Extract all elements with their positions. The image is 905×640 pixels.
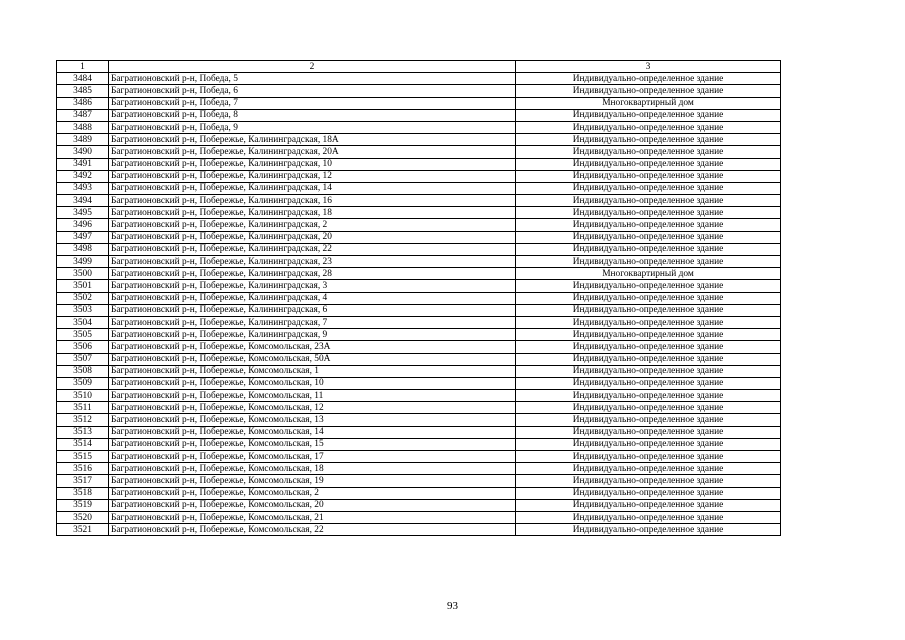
row-address: Багратионовский р-н, Побережье, Комсомольская, 19 xyxy=(109,475,516,487)
row-number: 3507 xyxy=(57,353,109,365)
table-row xyxy=(57,146,781,158)
row-number: 3502 xyxy=(57,292,109,304)
table-row xyxy=(57,341,781,353)
row-number: 3504 xyxy=(57,316,109,328)
row-object-type: Индивидуально-определенное здание xyxy=(516,109,781,121)
row-number: 3521 xyxy=(57,524,109,536)
row-number: 3486 xyxy=(57,97,109,109)
table-row xyxy=(57,475,781,487)
row-object-type: Индивидуально-определенное здание xyxy=(516,451,781,463)
table-row xyxy=(57,499,781,511)
row-address: Багратионовский р-н, Побережье, Калининградская, 18 xyxy=(109,207,516,219)
row-number: 3508 xyxy=(57,365,109,377)
table-row xyxy=(57,121,781,133)
row-object-type: Индивидуально-определенное здание xyxy=(516,170,781,182)
row-object-type: Индивидуально-определенное здание xyxy=(516,377,781,389)
row-number: 3513 xyxy=(57,426,109,438)
table-row xyxy=(57,414,781,426)
row-address: Багратионовский р-н, Побережье, Комсомольская, 1 xyxy=(109,365,516,377)
table-row xyxy=(57,73,781,85)
column-header-1: 1 xyxy=(57,61,109,73)
row-number: 3520 xyxy=(57,511,109,523)
row-number: 3501 xyxy=(57,280,109,292)
table-row xyxy=(57,426,781,438)
row-object-type: Индивидуально-определенное здание xyxy=(516,341,781,353)
row-object-type: Индивидуально-определенное здание xyxy=(516,414,781,426)
row-object-type: Индивидуально-определенное здание xyxy=(516,134,781,146)
row-address: Багратионовский р-н, Победа, 7 xyxy=(109,97,516,109)
row-number: 3505 xyxy=(57,329,109,341)
row-address: Багратионовский р-н, Побережье, Комсомольская, 23А xyxy=(109,341,516,353)
row-address: Багратионовский р-н, Побережье, Калининградская, 23 xyxy=(109,256,516,268)
table-row xyxy=(57,134,781,146)
row-object-type: Индивидуально-определенное здание xyxy=(516,121,781,133)
table-row xyxy=(57,182,781,194)
row-object-type: Индивидуально-определенное здание xyxy=(516,280,781,292)
row-address: Багратионовский р-н, Побережье, Калининградская, 18А xyxy=(109,134,516,146)
table-row xyxy=(57,402,781,414)
row-object-type: Индивидуально-определенное здание xyxy=(516,219,781,231)
row-number: 3484 xyxy=(57,73,109,85)
table-row xyxy=(57,158,781,170)
row-object-type: Индивидуально-определенное здание xyxy=(516,304,781,316)
row-number: 3506 xyxy=(57,341,109,353)
row-address: Багратионовский р-н, Побережье, Комсомольская, 13 xyxy=(109,414,516,426)
row-address: Багратионовский р-н, Побережье, Комсомольская, 18 xyxy=(109,463,516,475)
row-object-type: Индивидуально-определенное здание xyxy=(516,207,781,219)
row-object-type: Индивидуально-определенное здание xyxy=(516,487,781,499)
table-row xyxy=(57,170,781,182)
row-address: Багратионовский р-н, Побережье, Калининградская, 16 xyxy=(109,195,516,207)
row-number: 3519 xyxy=(57,499,109,511)
row-number: 3514 xyxy=(57,438,109,450)
row-number: 3485 xyxy=(57,85,109,97)
row-object-type: Индивидуально-определенное здание xyxy=(516,316,781,328)
row-number: 3492 xyxy=(57,170,109,182)
row-address: Багратионовский р-н, Побережье, Комсомольская, 21 xyxy=(109,511,516,523)
row-address: Багратионовский р-н, Победа, 6 xyxy=(109,85,516,97)
table-row xyxy=(57,365,781,377)
row-number: 3499 xyxy=(57,256,109,268)
table-row xyxy=(57,97,781,109)
table-row xyxy=(57,390,781,402)
row-number: 3512 xyxy=(57,414,109,426)
row-address: Багратионовский р-н, Побережье, Калининградская, 4 xyxy=(109,292,516,304)
row-number: 3489 xyxy=(57,134,109,146)
row-address: Багратионовский р-н, Победа, 5 xyxy=(109,73,516,85)
table-row xyxy=(57,268,781,280)
row-address: Багратионовский р-н, Побережье, Комсомольская, 2 xyxy=(109,487,516,499)
row-object-type: Индивидуально-определенное здание xyxy=(516,85,781,97)
row-address: Багратионовский р-н, Побережье, Калининградская, 20 xyxy=(109,231,516,243)
row-address: Багратионовский р-н, Побережье, Калининградская, 22 xyxy=(109,243,516,255)
row-number: 3496 xyxy=(57,219,109,231)
row-object-type: Индивидуально-определенное здание xyxy=(516,463,781,475)
row-address: Багратионовский р-н, Побережье, Калининградская, 3 xyxy=(109,280,516,292)
row-number: 3493 xyxy=(57,182,109,194)
row-object-type: Индивидуально-определенное здание xyxy=(516,499,781,511)
row-address: Багратионовский р-н, Побережье, Калининградская, 2 xyxy=(109,219,516,231)
header-row xyxy=(57,61,781,73)
row-number: 3517 xyxy=(57,475,109,487)
registry-table xyxy=(56,60,781,536)
row-object-type: Индивидуально-определенное здание xyxy=(516,329,781,341)
row-address: Багратионовский р-н, Побережье, Калининградская, 20А xyxy=(109,146,516,158)
row-object-type: Индивидуально-определенное здание xyxy=(516,353,781,365)
row-number: 3490 xyxy=(57,146,109,158)
row-object-type: Индивидуально-определенное здание xyxy=(516,158,781,170)
table-row xyxy=(57,219,781,231)
row-object-type: Многоквартирный дом xyxy=(516,268,781,280)
row-number: 3509 xyxy=(57,377,109,389)
table-row xyxy=(57,353,781,365)
column-header-2: 2 xyxy=(109,61,516,73)
row-object-type: Индивидуально-определенное здание xyxy=(516,146,781,158)
row-object-type: Индивидуально-определенное здание xyxy=(516,438,781,450)
table-row xyxy=(57,524,781,536)
row-address: Багратионовский р-н, Побережье, Комсомольская, 50А xyxy=(109,353,516,365)
table-row xyxy=(57,304,781,316)
row-object-type: Индивидуально-определенное здание xyxy=(516,256,781,268)
table-row xyxy=(57,316,781,328)
table-row xyxy=(57,292,781,304)
table-body xyxy=(57,73,781,536)
table-row xyxy=(57,231,781,243)
row-object-type: Индивидуально-определенное здание xyxy=(516,524,781,536)
row-object-type: Индивидуально-определенное здание xyxy=(516,182,781,194)
table-row xyxy=(57,377,781,389)
table-row xyxy=(57,280,781,292)
row-object-type: Индивидуально-определенное здание xyxy=(516,426,781,438)
row-object-type: Многоквартирный дом xyxy=(516,97,781,109)
row-address: Багратионовский р-н, Побережье, Комсомольская, 22 xyxy=(109,524,516,536)
row-address: Багратионовский р-н, Побережье, Калининградская, 6 xyxy=(109,304,516,316)
row-number: 3495 xyxy=(57,207,109,219)
row-object-type: Индивидуально-определенное здание xyxy=(516,390,781,402)
row-address: Багратионовский р-н, Побережье, Калининградская, 14 xyxy=(109,182,516,194)
row-object-type: Индивидуально-определенное здание xyxy=(516,402,781,414)
row-number: 3518 xyxy=(57,487,109,499)
row-number: 3503 xyxy=(57,304,109,316)
table-row xyxy=(57,256,781,268)
column-header-3: 3 xyxy=(516,61,781,73)
row-address: Багратионовский р-н, Побережье, Комсомольская, 17 xyxy=(109,451,516,463)
table-row xyxy=(57,463,781,475)
row-address: Багратионовский р-н, Побережье, Калининградская, 28 xyxy=(109,268,516,280)
table-row xyxy=(57,438,781,450)
table-row xyxy=(57,451,781,463)
row-address: Багратионовский р-н, Побережье, Комсомольская, 20 xyxy=(109,499,516,511)
row-address: Багратионовский р-н, Побережье, Комсомольская, 10 xyxy=(109,377,516,389)
table-header xyxy=(57,61,781,73)
row-address: Багратионовский р-н, Побережье, Калининградская, 10 xyxy=(109,158,516,170)
row-number: 3516 xyxy=(57,463,109,475)
table-row xyxy=(57,207,781,219)
row-address: Багратионовский р-н, Побережье, Комсомольская, 15 xyxy=(109,438,516,450)
row-number: 3511 xyxy=(57,402,109,414)
row-object-type: Индивидуально-определенное здание xyxy=(516,243,781,255)
row-object-type: Индивидуально-определенное здание xyxy=(516,365,781,377)
row-number: 3498 xyxy=(57,243,109,255)
row-object-type: Индивидуально-определенное здание xyxy=(516,195,781,207)
row-address: Багратионовский р-н, Победа, 9 xyxy=(109,121,516,133)
row-address: Багратионовский р-н, Побережье, Калининградская, 7 xyxy=(109,316,516,328)
table-row xyxy=(57,329,781,341)
row-number: 3487 xyxy=(57,109,109,121)
table-row xyxy=(57,243,781,255)
row-object-type: Индивидуально-определенное здание xyxy=(516,73,781,85)
row-number: 3488 xyxy=(57,121,109,133)
row-object-type: Индивидуально-определенное здание xyxy=(516,511,781,523)
table-row xyxy=(57,195,781,207)
row-address: Багратионовский р-н, Побережье, Калининградская, 9 xyxy=(109,329,516,341)
row-address: Багратионовский р-н, Побережье, Комсомольская, 11 xyxy=(109,390,516,402)
table-row xyxy=(57,109,781,121)
row-object-type: Индивидуально-определенное здание xyxy=(516,292,781,304)
row-address: Багратионовский р-н, Победа, 8 xyxy=(109,109,516,121)
table-row xyxy=(57,85,781,97)
row-address: Багратионовский р-н, Побережье, Комсомольская, 14 xyxy=(109,426,516,438)
row-number: 3510 xyxy=(57,390,109,402)
page-number: 93 xyxy=(447,600,458,612)
row-address: Багратионовский р-н, Побережье, Калининградская, 12 xyxy=(109,170,516,182)
row-number: 3500 xyxy=(57,268,109,280)
row-number: 3491 xyxy=(57,158,109,170)
row-object-type: Индивидуально-определенное здание xyxy=(516,475,781,487)
table-row xyxy=(57,487,781,499)
row-number: 3515 xyxy=(57,451,109,463)
row-number: 3497 xyxy=(57,231,109,243)
row-address: Багратионовский р-н, Побережье, Комсомольская, 12 xyxy=(109,402,516,414)
row-object-type: Индивидуально-определенное здание xyxy=(516,231,781,243)
table-row xyxy=(57,511,781,523)
row-number: 3494 xyxy=(57,195,109,207)
